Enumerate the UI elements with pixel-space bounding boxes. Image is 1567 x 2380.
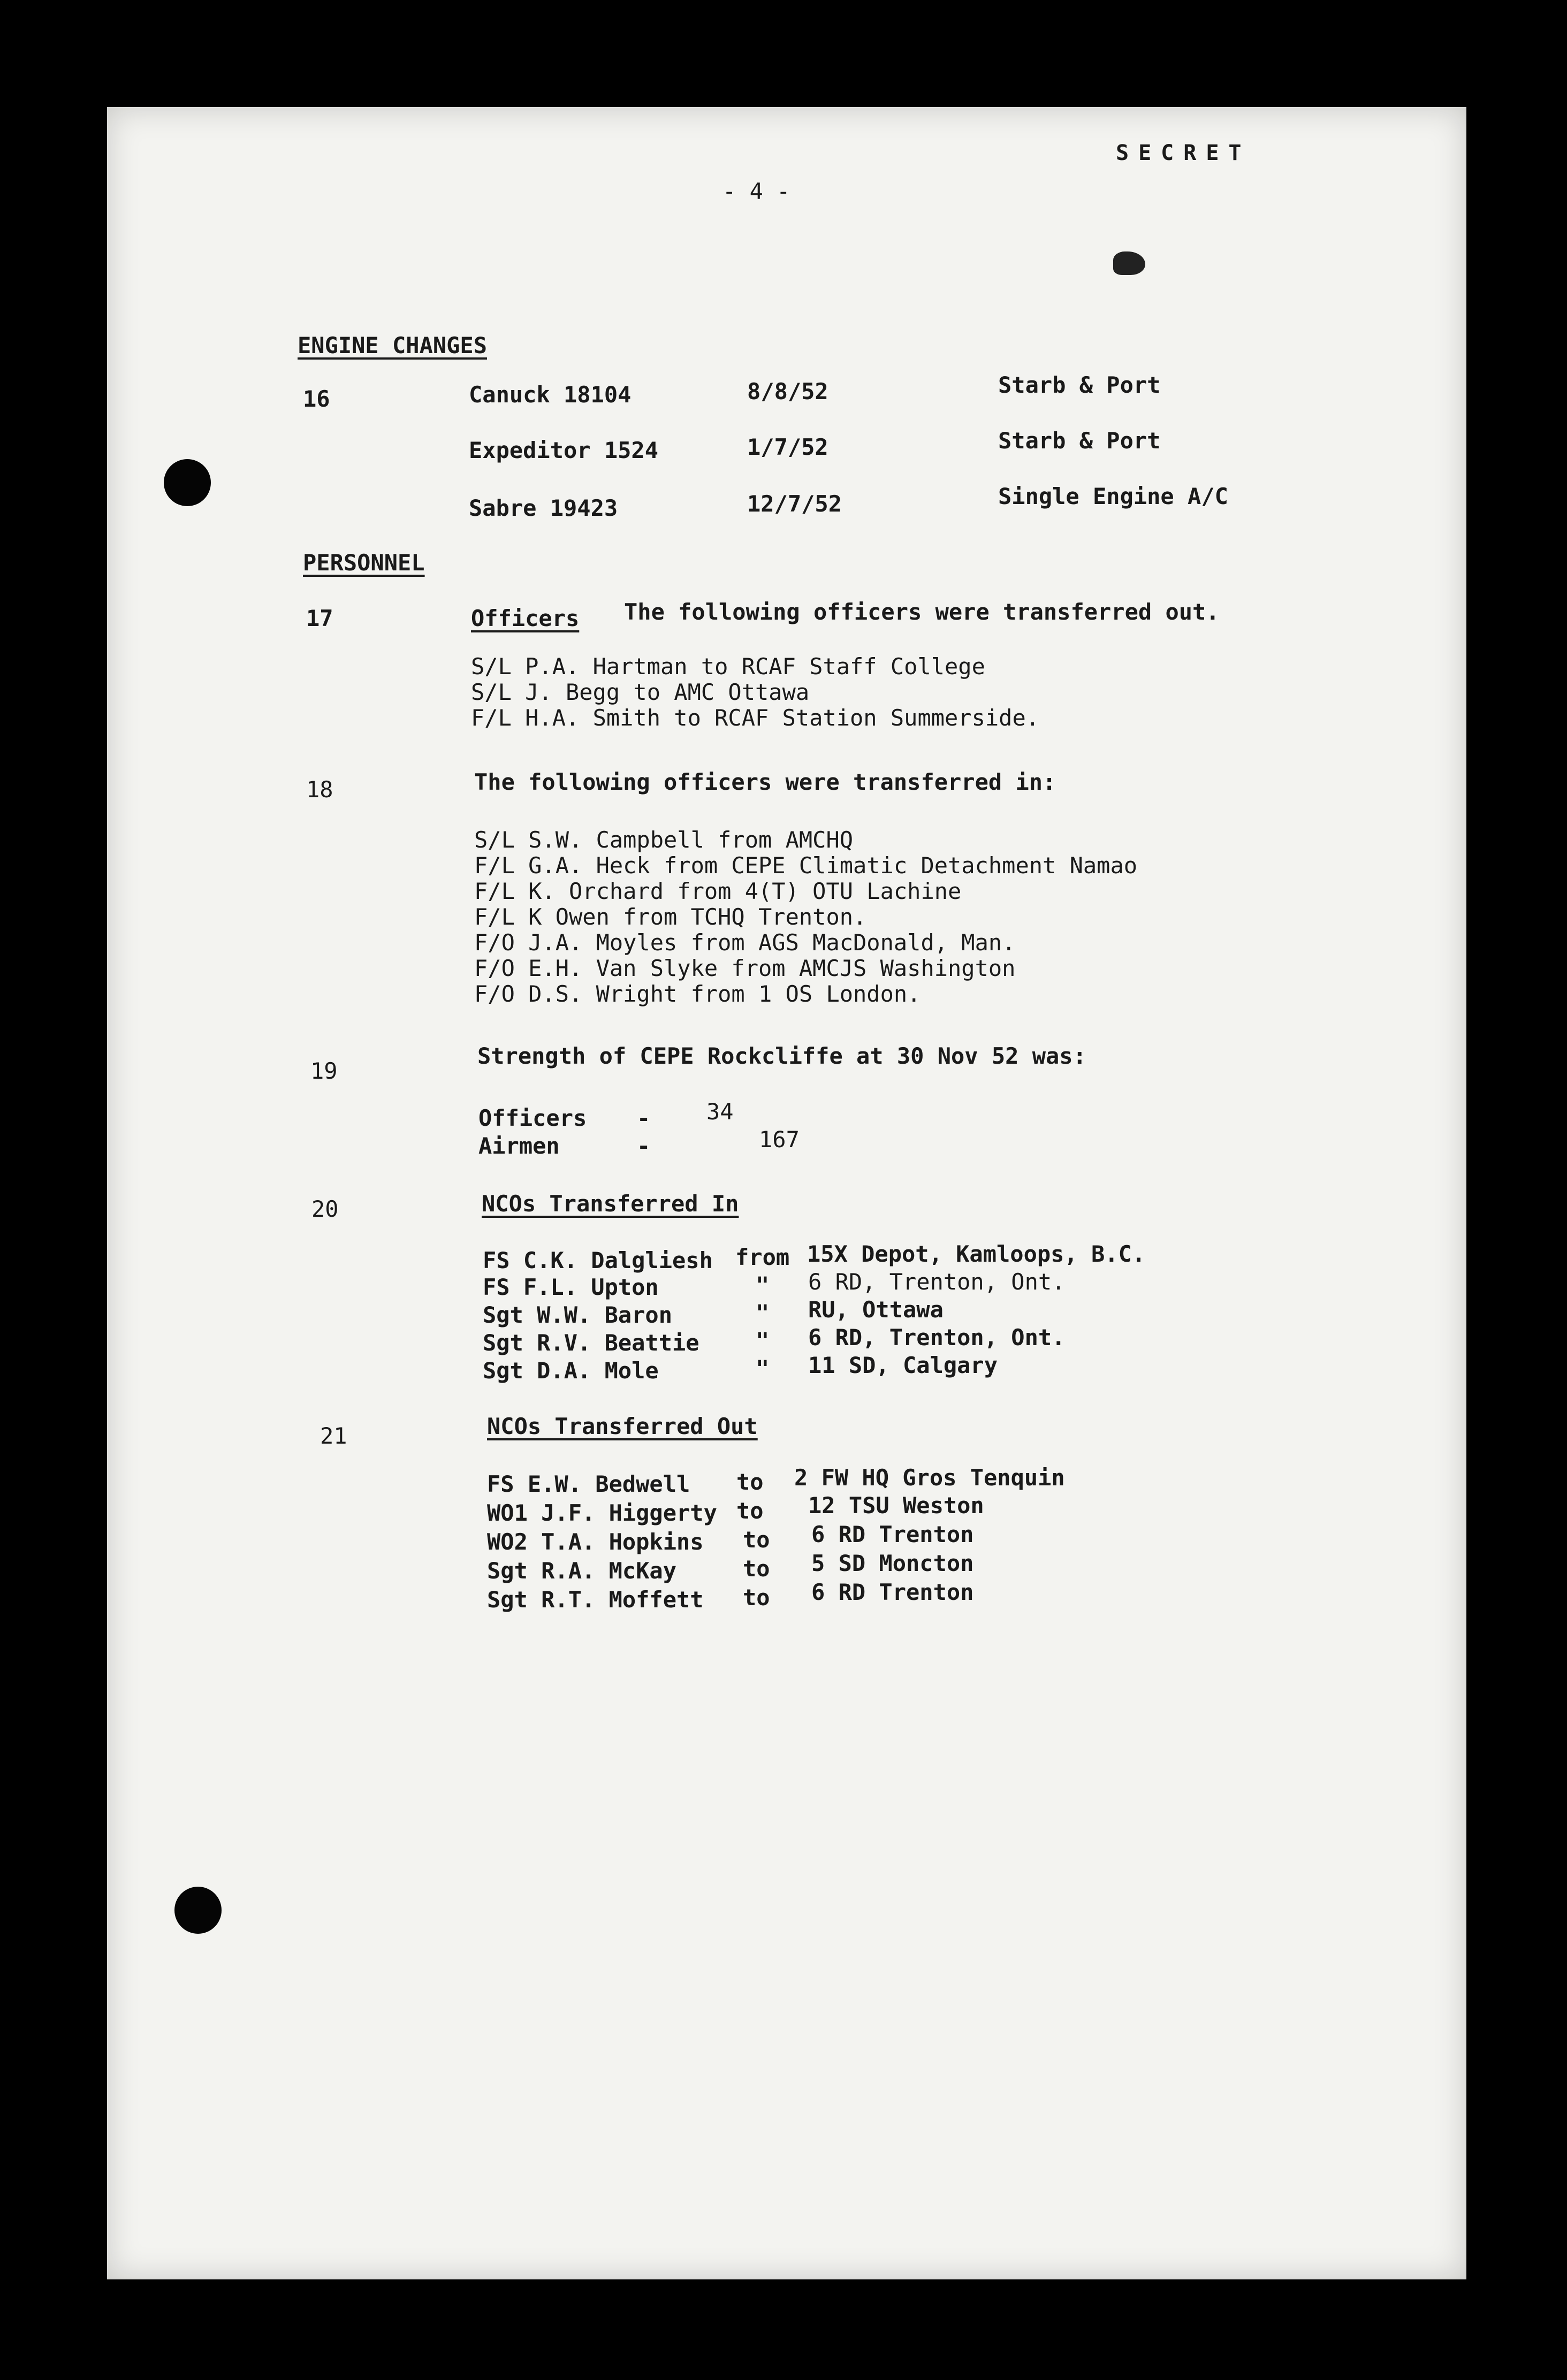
engine-note: Starb & Port (998, 428, 1161, 454)
para-17-label: Officers (471, 605, 580, 631)
security-classification: SECRET (1116, 141, 1251, 165)
nco-in-dest: 11 SD, Calgary (808, 1352, 998, 1378)
para-19-intro: Strength of CEPE Rockcliffe at 30 Nov 52 was: (477, 1043, 1086, 1069)
officer-out-line: F/L H.A. Smith to RCAF Station Summerside. (471, 705, 1040, 731)
officer-in-line: S/L S.W. Campbell from AMCHQ (474, 827, 854, 853)
nco-in-name: Sgt R.V. Beattie (483, 1330, 699, 1356)
nco-out-name: FS E.W. Bedwell (487, 1471, 690, 1497)
nco-out-dest: 6 RD Trenton (811, 1579, 974, 1605)
ink-mark (1113, 251, 1145, 275)
nco-out-dest: 12 TSU Weston (808, 1492, 984, 1519)
para-21-heading: NCOs Transferred Out (487, 1413, 758, 1439)
nco-in-dest: 15X Depot, Kamloops, B.C. (807, 1241, 1146, 1267)
nco-out-name: Sgt R.A. McKay (487, 1558, 677, 1584)
nco-in-conn: " (756, 1355, 770, 1382)
officer-in-line: F/O J.A. Moyles from AGS MacDonald, Man. (474, 929, 1016, 956)
officer-in-line: F/O E.H. Van Slyke from AMCJS Washington (474, 955, 1016, 981)
nco-in-name: FS C.K. Dalgliesh (483, 1247, 713, 1273)
nco-in-conn: " (756, 1300, 770, 1326)
nco-in-dest: 6 RD, Trenton, Ont. (808, 1324, 1066, 1351)
para-21-number: 21 (320, 1423, 347, 1449)
nco-out-conn: to (736, 1469, 764, 1495)
engine-note: Starb & Port (998, 372, 1161, 398)
strength-airmen-dash: - (637, 1133, 651, 1159)
para-19-number: 19 (310, 1058, 338, 1084)
strength-airmen-label: Airmen (478, 1133, 560, 1159)
punch-hole-top (164, 459, 211, 506)
engine-aircraft: Expeditor 1524 (469, 437, 659, 463)
officer-out-line: S/L P.A. Hartman to RCAF Staff College (471, 653, 985, 680)
nco-in-conn: from (735, 1244, 790, 1270)
engine-aircraft: Sabre 19423 (469, 495, 618, 521)
nco-out-name: WO1 J.F. Higgerty (487, 1500, 717, 1526)
document-page (107, 107, 1466, 2279)
officer-in-line: F/L K. Orchard from 4(T) OTU Lachine (474, 878, 962, 904)
para-16-number: 16 (303, 386, 330, 412)
para-18-intro: The following officers were transferred in: (474, 769, 1056, 795)
nco-out-conn: to (736, 1498, 764, 1524)
nco-in-name: Sgt D.A. Mole (483, 1357, 659, 1384)
personnel-heading: PERSONNEL (303, 550, 425, 576)
nco-in-conn: " (756, 1272, 770, 1298)
para-20-heading: NCOs Transferred In (482, 1191, 739, 1217)
nco-in-conn: " (756, 1328, 770, 1354)
nco-out-name: Sgt R.T. Moffett (487, 1586, 704, 1613)
nco-in-dest: RU, Ottawa (808, 1296, 944, 1323)
engine-date: 12/7/52 (747, 491, 842, 517)
nco-in-dest: 6 RD, Trenton, Ont. (808, 1269, 1066, 1295)
strength-officers-dash: - (637, 1105, 651, 1131)
para-18-number: 18 (306, 776, 333, 803)
para-20-number: 20 (311, 1196, 339, 1222)
engine-aircraft: Canuck 18104 (469, 382, 632, 408)
nco-out-conn: to (743, 1527, 770, 1553)
nco-out-conn: to (743, 1584, 770, 1611)
officer-in-line: F/O D.S. Wright from 1 OS London. (474, 981, 921, 1007)
nco-out-dest: 5 SD Moncton (811, 1550, 974, 1576)
strength-officers-label: Officers (478, 1105, 587, 1131)
engine-date: 8/8/52 (747, 378, 828, 405)
punch-hole-bottom (174, 1887, 222, 1934)
strength-airmen-value: 167 (759, 1126, 800, 1153)
officer-in-line: F/L G.A. Heck from CEPE Climatic Detachment Namao (474, 852, 1138, 879)
engine-date: 1/7/52 (747, 434, 828, 460)
para-17-intro: The following officers were transferred out. (624, 599, 1220, 625)
officer-out-line: S/L J. Begg to AMC Ottawa (471, 679, 810, 705)
nco-in-name: FS F.L. Upton (483, 1274, 659, 1300)
nco-out-conn: to (743, 1555, 770, 1582)
nco-out-dest: 6 RD Trenton (811, 1521, 974, 1547)
engine-changes-heading: ENGINE CHANGES (298, 332, 488, 358)
page-number: - 4 - (722, 178, 790, 204)
nco-in-name: Sgt W.W. Baron (483, 1302, 673, 1328)
nco-out-dest: 2 FW HQ Gros Tenquin (794, 1464, 1065, 1491)
nco-out-name: WO2 T.A. Hopkins (487, 1529, 704, 1555)
strength-officers-value: 34 (706, 1099, 734, 1125)
officer-in-line: F/L K Owen from TCHQ Trenton. (474, 904, 867, 930)
para-17-number: 17 (306, 605, 333, 631)
engine-note: Single Engine A/C (998, 483, 1228, 509)
